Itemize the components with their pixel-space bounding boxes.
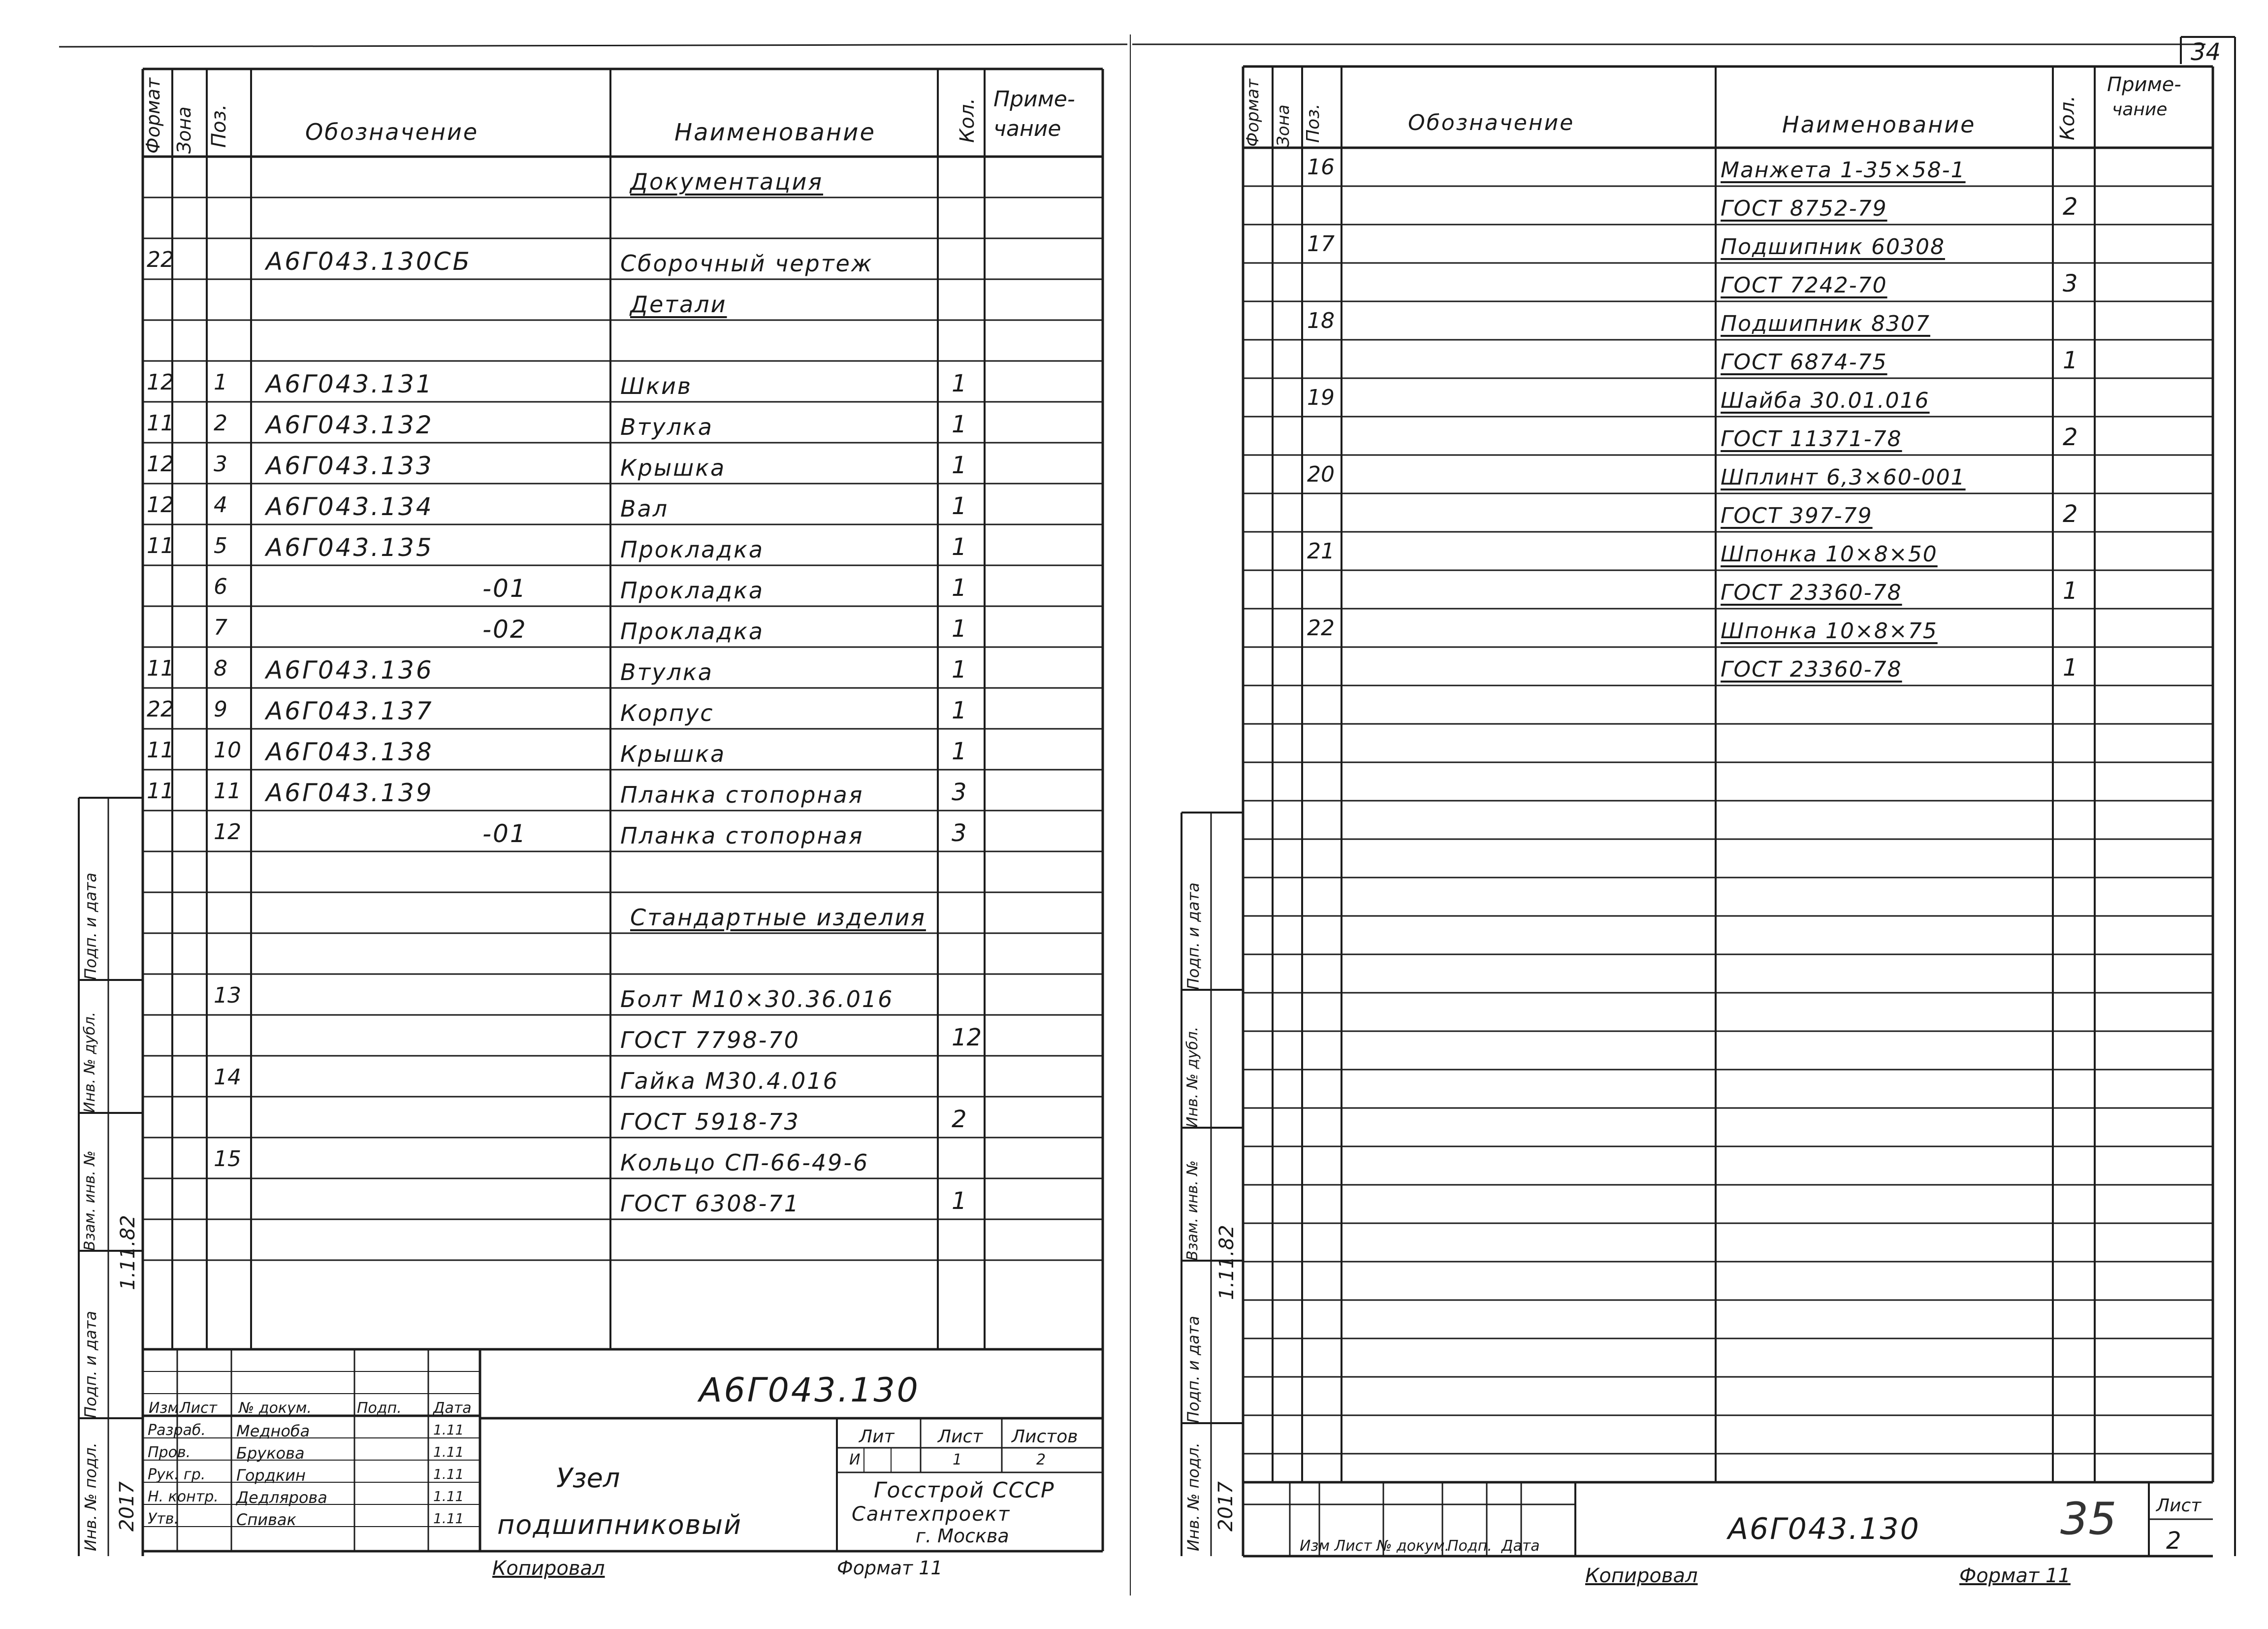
row-name: Крышка <box>620 455 726 481</box>
row-designation: -02 <box>482 615 527 644</box>
row-designation: А6Г043.138 <box>266 738 434 766</box>
row-name: Подшипник 60308 <box>1721 234 1945 260</box>
row-qty: 12 <box>952 1024 982 1051</box>
row-pos: 21 <box>1307 539 1335 564</box>
row-pos: 7 <box>214 615 227 640</box>
row-name: ГОСТ 8752-79 <box>1721 196 1887 221</box>
row-designation: -01 <box>482 819 527 848</box>
row-qty: 1 <box>952 492 967 520</box>
tb-col-sign: Подп. <box>357 1400 402 1417</box>
row-name: ГОСТ 11371-78 <box>1721 426 1902 452</box>
r-footer-format: Формат 11 <box>1959 1564 2071 1587</box>
role-label: Утв. <box>148 1510 179 1528</box>
r-footer-copied: Копировал <box>1585 1564 1698 1587</box>
row-name: ГОСТ 397-79 <box>1721 503 1873 528</box>
row-designation: А6Г043.131 <box>266 370 434 398</box>
row-qty: 1 <box>952 697 967 724</box>
row-name: Втулка <box>620 659 713 685</box>
row-name: Планка стопорная <box>620 782 864 808</box>
side-vzam: Взам. инв. № <box>81 1150 98 1251</box>
row-designation: А6Г043.134 <box>266 492 434 521</box>
row-name: Манжета 1-35×58-1 <box>1721 158 1966 183</box>
row-qty: 1 <box>2063 654 2078 682</box>
role-name: Спивак <box>236 1510 296 1529</box>
row-name: Шпонка 10×8×75 <box>1721 619 1938 644</box>
title-block-item-title-2: подшипниковый <box>497 1509 742 1540</box>
row-name: Шпонка 10×8×50 <box>1721 542 1938 567</box>
role-label: Пров. <box>148 1444 191 1461</box>
row-pos: 17 <box>1307 231 1335 257</box>
row-qty: 1 <box>952 452 967 479</box>
role-name: Медноба <box>236 1422 310 1440</box>
row-designation: А6Г043.130СБ <box>266 247 472 276</box>
r-header-format: Формат <box>1243 79 1263 147</box>
row-pos: 14 <box>214 1065 241 1090</box>
row-qty: 3 <box>2063 270 2078 297</box>
role-date: 1.11 <box>433 1422 464 1438</box>
r-bottom-izm: Изм Лист № докум. <box>1300 1537 1449 1555</box>
r-header-qty: Кол. <box>2056 95 2079 140</box>
row-pos: 11 <box>214 779 241 804</box>
r-bottom-date: Дата <box>1501 1537 1540 1555</box>
row-name: ГОСТ 7798-70 <box>620 1027 800 1053</box>
r-stamp-number: 35 <box>2060 1493 2117 1545</box>
row-pos: 6 <box>214 574 227 599</box>
role-date: 1.11 <box>433 1466 464 1482</box>
row-pos: 13 <box>214 983 241 1008</box>
row-qty: 1 <box>2063 347 2078 374</box>
header-note-1: Приме- <box>993 87 1075 112</box>
title-block-doc-code: А6Г043.130 <box>699 1371 920 1410</box>
page-number: 34 <box>2191 38 2221 66</box>
row-qty: 1 <box>952 574 967 602</box>
row-name: Документация <box>630 168 824 195</box>
r-doc-code: А6Г043.130 <box>1728 1512 1920 1546</box>
tb-sheets-value: 2 <box>1036 1451 1046 1468</box>
r-side-sign-date: Подп. и дата <box>1184 1316 1203 1423</box>
r-header-name: Наименование <box>1782 111 1976 138</box>
r-bottom-sign: Подп. <box>1447 1537 1492 1555</box>
row-designation: А6Г043.137 <box>266 697 434 725</box>
row-name: Прокладка <box>620 536 765 563</box>
row-name: Шплинт 6,3×60-001 <box>1721 465 1966 490</box>
row-designation: А6Г043.136 <box>266 656 434 684</box>
row-name: ГОСТ 23360-78 <box>1721 657 1902 682</box>
row-name: Детали <box>630 291 727 318</box>
tb-lit-value: И <box>849 1451 861 1468</box>
title-block-item-title-1: Узел <box>556 1463 620 1494</box>
r-header-note-1: Приме- <box>2107 73 2181 96</box>
row-qty: 1 <box>952 1187 967 1215</box>
role-date: 1.11 <box>433 1444 464 1460</box>
header-pos: Поз. <box>208 104 230 148</box>
row-format: 11 <box>147 738 174 763</box>
row-format: 11 <box>147 779 174 804</box>
side-sign-date: Подп. и дата <box>81 1311 100 1418</box>
row-qty: 1 <box>952 738 967 765</box>
r-sheet-label: Лист <box>2156 1496 2202 1516</box>
row-pos: 3 <box>214 452 227 477</box>
row-designation: А6Г043.133 <box>266 452 434 480</box>
tb-lit-label: Лит <box>859 1427 894 1447</box>
role-name: Гордкин <box>236 1466 306 1485</box>
row-qty: 1 <box>952 533 967 561</box>
row-name: Крышка <box>620 741 726 767</box>
row-format: 11 <box>147 533 174 558</box>
row-qty: 2 <box>952 1106 967 1133</box>
tb-col-izm: Изм <box>149 1400 179 1417</box>
row-format: 12 <box>147 370 174 395</box>
side-inv-orig: Инв. № подл. <box>81 1442 100 1551</box>
row-designation: -01 <box>482 574 527 603</box>
right-sheet <box>1132 0 2268 1629</box>
row-name: ГОСТ 23360-78 <box>1721 580 1902 605</box>
row-pos: 4 <box>214 492 227 518</box>
row-format: 22 <box>147 247 174 272</box>
row-pos: 22 <box>1307 616 1335 641</box>
role-date: 1.11 <box>433 1488 464 1504</box>
row-pos: 18 <box>1307 308 1335 333</box>
role-name: Дедлярова <box>236 1488 327 1507</box>
r-header-pos: Поз. <box>1303 103 1323 143</box>
tb-sheet-value: 1 <box>953 1451 962 1468</box>
row-format: 12 <box>147 492 174 518</box>
header-format: Формат <box>142 77 164 154</box>
row-name: Шкив <box>620 373 692 399</box>
row-name: Прокладка <box>620 577 765 604</box>
r-side-inv-value: 2017 <box>1214 1481 1237 1531</box>
tb-org-2: Сантехпроект <box>852 1503 1011 1526</box>
footer-copied: Копировал <box>492 1557 605 1580</box>
row-pos: 12 <box>214 819 241 845</box>
left-sheet <box>0 0 1132 1629</box>
r-side-sign-date-2: Подп. и дата <box>1184 882 1203 990</box>
row-qty: 1 <box>952 656 967 684</box>
row-format: 22 <box>147 697 174 722</box>
row-name: ГОСТ 6874-75 <box>1721 350 1887 375</box>
side-inv-dubl: Инв. № дубл. <box>81 1011 98 1113</box>
side-date-value: 1.11.82 <box>117 1215 139 1290</box>
row-pos: 15 <box>214 1146 241 1172</box>
role-name: Брукова <box>236 1444 305 1463</box>
row-qty: 1 <box>952 370 967 397</box>
row-name: ГОСТ 6308-71 <box>620 1190 800 1217</box>
row-name: Прокладка <box>620 618 765 645</box>
row-format: 11 <box>147 656 174 681</box>
tb-col-date: Дата <box>433 1400 472 1417</box>
row-name: Шайба 30.01.016 <box>1721 388 1930 413</box>
row-name: Стандартные изделия <box>630 904 926 931</box>
row-name: Втулка <box>620 414 713 440</box>
r-side-vzam: Взам. инв. № <box>1184 1160 1201 1261</box>
row-pos: 16 <box>1307 155 1335 180</box>
row-pos: 2 <box>214 411 227 436</box>
row-qty: 2 <box>2063 500 2078 528</box>
row-pos: 9 <box>214 697 227 722</box>
row-name: Планка стопорная <box>620 822 864 849</box>
row-name: Корпус <box>620 700 714 726</box>
r-header-zone: Зона <box>1274 104 1293 147</box>
r-side-date-value: 1.11.82 <box>1215 1225 1238 1300</box>
tb-sheets-label: Листов <box>1012 1427 1078 1447</box>
row-qty: 2 <box>2063 193 2078 221</box>
row-pos: 1 <box>214 370 227 395</box>
r-sheet-value: 2 <box>2166 1527 2181 1555</box>
row-name: Подшипник 8307 <box>1721 311 1930 336</box>
row-designation: А6Г043.135 <box>266 533 434 562</box>
row-name: Болт М10×30.36.016 <box>620 986 894 1012</box>
role-label: Разраб. <box>148 1422 206 1439</box>
tb-sheet-label: Лист <box>938 1427 983 1447</box>
r-header-note-2: чание <box>2112 99 2168 120</box>
row-name: ГОСТ 5918-73 <box>620 1108 800 1135</box>
right-sheet-grid <box>1132 0 2268 1629</box>
row-qty: 1 <box>952 411 967 438</box>
row-qty: 1 <box>2063 577 2078 605</box>
row-pos: 19 <box>1307 385 1335 410</box>
tb-org-3: г. Москва <box>916 1525 1009 1547</box>
row-pos: 10 <box>214 738 241 763</box>
r-side-inv-orig: Инв. № подл. <box>1184 1442 1203 1551</box>
row-name: Кольцо СП-66-49-6 <box>620 1149 869 1176</box>
row-qty: 2 <box>2063 424 2078 451</box>
row-name: Сборочный чертеж <box>620 250 873 277</box>
row-qty: 3 <box>952 819 967 847</box>
row-designation: А6Г043.139 <box>266 779 434 807</box>
row-designation: А6Г043.132 <box>266 411 434 439</box>
header-note-2: чание <box>993 116 1061 141</box>
header-name: Наименование <box>674 119 876 146</box>
header-zone: Зона <box>173 106 195 154</box>
r-header-designation: Обозначение <box>1408 110 1575 135</box>
row-qty: 1 <box>952 615 967 643</box>
header-qty: Кол. <box>956 98 979 143</box>
row-pos: 8 <box>214 656 227 681</box>
role-date: 1.11 <box>433 1510 464 1527</box>
row-name: Гайка М30.4.016 <box>620 1068 839 1094</box>
side-sign-date-2: Подп. и дата <box>81 873 100 980</box>
tb-col-docnum: № докум. <box>239 1400 312 1417</box>
role-label: Н. контр. <box>148 1488 219 1505</box>
row-pos: 20 <box>1307 462 1335 487</box>
row-format: 12 <box>147 452 174 477</box>
tb-org-1: Госстрой СССР <box>874 1478 1055 1503</box>
header-designation: Обозначение <box>305 119 479 145</box>
side-inv-value: 2017 <box>116 1481 138 1531</box>
row-name: ГОСТ 7242-70 <box>1721 273 1887 298</box>
r-side-inv-dubl: Инв. № дубл. <box>1184 1026 1201 1128</box>
row-qty: 3 <box>952 779 967 806</box>
tb-col-list: Лист <box>180 1400 218 1417</box>
row-pos: 5 <box>214 533 227 558</box>
role-label: Рук. гр. <box>148 1466 206 1483</box>
row-format: 11 <box>147 411 174 436</box>
footer-format: Формат 11 <box>837 1557 943 1579</box>
row-name: Вал <box>620 495 669 522</box>
left-sheet-grid <box>0 0 1132 1629</box>
